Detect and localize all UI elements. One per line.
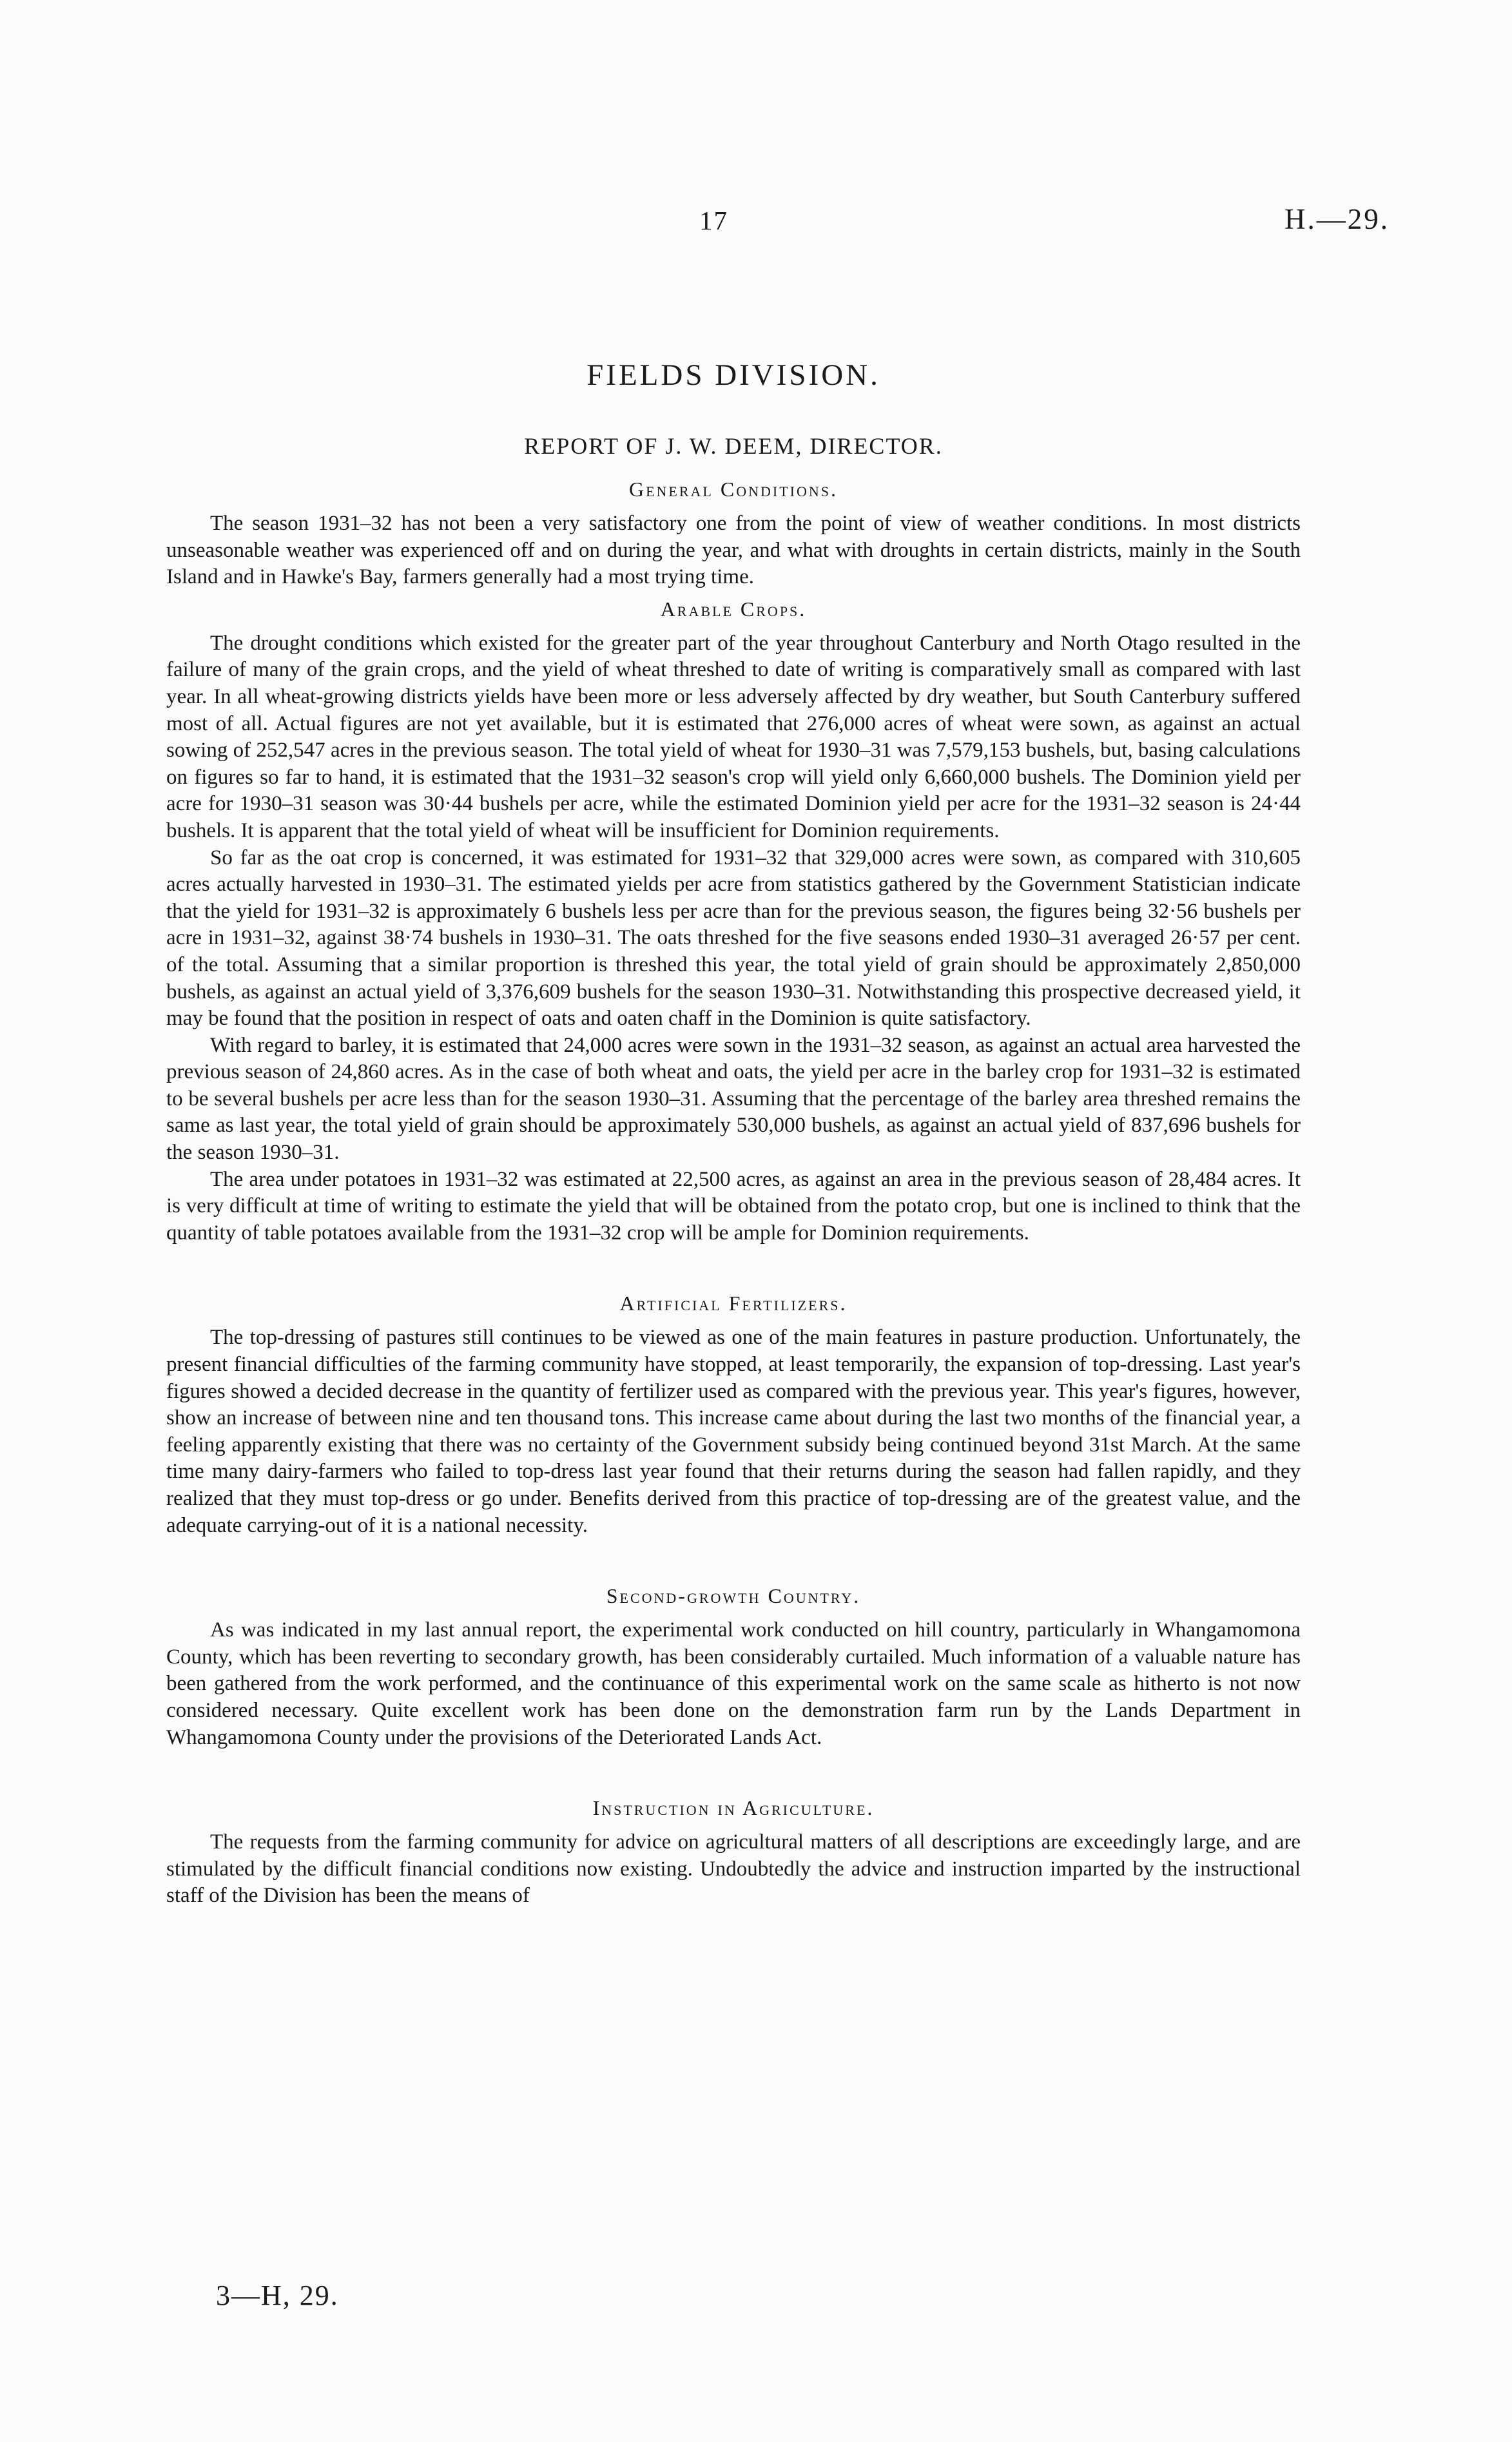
- section-artificial-fertilizers: [166, 1292, 1301, 1539]
- report-subtitle: REPORT OF J. W. DEEM, DIRECTOR.: [524, 433, 943, 459]
- section-general-conditions: [166, 478, 1301, 591]
- section-heading: Arable Crops.: [660, 597, 807, 621]
- section-instruction-in-agriculture: [166, 1796, 1301, 1910]
- section-heading: Instruction in Agriculture.: [592, 1796, 875, 1820]
- division-title: FIELDS DIVISION.: [586, 358, 880, 392]
- paragraph: The area under potatoes in 1931–32 was estimated at 22,500 acres, as against an area in the previous season of 28,484 acres. It is very difficult at time of writing to estimate the yield that will be obtained from the potato crop, but one is inclined to think that the quantity of table potatoes available from the 1931–32 crop will be ample for Dominion requirements.: [166, 1167, 1301, 1245]
- section-arable-crops: [166, 597, 1301, 1247]
- section-heading: Artificial Fertilizers.: [619, 1292, 848, 1315]
- document-reference: H.—29.: [1284, 203, 1390, 235]
- paragraph: The top-dressing of pastures still continues to be viewed as one of the main features in pasture production. Unfortunately, the present financial difficulties of the farming community have stopped, at least temporarily, the expansion of top-dressing. Last year's figures showed a decided decrease in the quantity of fertilizer used as compared with the previous year. This year's figures, however, show an increase of between nine and ten thousand tons. This increase came about during the last two months of the financial year, a feeling apparently existing that there was no certainty of the Government subsidy being continued beyond 31st March. At the same time many dairy-farmers who failed to top-dress last year found that their returns during the season had fallen rapidly, and they realized that they must top-dress or go under. Benefits derived from this practice of top-dressing are of the greatest value, and the adequate carrying-out of it is a national necessity.: [166, 1326, 1301, 1537]
- signature-reference: 3—H, 29.: [216, 2280, 339, 2311]
- paragraph: The drought conditions which existed for the greater part of the year throughout Canterbury and North Otago resulted in the failure of many of the grain crops, and the yield of wheat threshed to date of writing is comparatively small as compared with last year. In all wheat-growing districts yields have been more or less adversely affected by dry weather, but South Canterbury suffered most of all. Actual figures are not yet available, but it is estimated that 276,000 acres of wheat were sown, as against an actual sowing of 252,547 acres in the previous season. The total yield of wheat for 1930–31 was 7,579,153 bushels, but, basing calculations on figures so far to hand, it is estimated that the 1931–32 season's crop will yield only 6,660,000 bushels. The Dominion yield per acre for 1930–31 season was 30·44 bushels per acre, while the estimated Dominion yield per acre for the 1931–32 season is 24·44 bushels. It is apparent that the total yield of wheat will be insufficient for Dominion requirements.: [166, 631, 1301, 842]
- paragraph: As was indicated in my last annual report, the experimental work conducted on hill country, particularly in Whangamomona County, which has been reverting to secondary growth, has been considerably curtailed. Much information of a valuable nature has been gathered from the work performed, and the continuance of this experimental work on the same scale as hitherto is not now considered necessary. Quite excellent work has been done on the demonstration farm run by the Lands Department in Whangamomona County under the provisions of the Deteriorated Lands Act.: [166, 1618, 1301, 1749]
- page-number: 17: [699, 206, 728, 235]
- report-body: [166, 358, 1301, 1910]
- section-second-growth-country: [166, 1584, 1301, 1751]
- paragraph: With regard to barley, it is estimated that 24,000 acres were sown in the 1931–32 season, as against an actual area harvested the previous season of 24,860 acres. As in the case of both wheat and oats, the yield per acre in the barley crop for 1931–32 is estimated to be several bushels per acre less than for the season 1930–31. Assuming that the percentage of the barley area threshed remains the same as last year, the total yield of grain should be approximately 530,000 bushels, as against an actual yield of 837,696 bushels for the season 1930–31.: [166, 1033, 1301, 1165]
- paragraph: The season 1931–32 has not been a very satisfactory one from the point of view of weather conditions. In most districts unseasonable weather was experienced off and on during the year, and what with droughts in certain districts, mainly in the South Island and in Hawke's Bay, farmers generally had a most trying time.: [166, 512, 1301, 589]
- paragraph: The requests from the farming community for advice on agricultural matters of all descriptions are exceedingly large, and are stimulated by the difficult financial conditions now existing. Undoubtedly the advice and instruction imparted by the instructional staff of the Division has been the means of: [166, 1830, 1301, 1908]
- paragraph: So far as the oat crop is concerned, it was estimated for 1931–32 that 329,000 acres were sown, as compared with 310,605 acres actually harvested in 1930–31. The estimated yields per acre from statistics gathered by the Government Statistician indicate that the yield for 1931–32 is approximately 6 bushels less per acre than for the previous season, the figures being 32·56 bushels per acre in 1931–32, against 38·74 bushels in 1930–31. The oats threshed for the five seasons ended 1930–31 averaged 26·57 per cent. of the total. Assuming that a similar proportion is threshed this year, the total yield of grain should be approximately 2,850,000 bushels, as against an actual yield of 3,376,609 bushels for the season 1930–31. Notwithstanding this prospective decreased yield, it may be found that the position in respect of oats and oaten chaff in the Dominion is quite satisfactory.: [166, 846, 1301, 1031]
- section-heading: General Conditions.: [629, 478, 838, 501]
- section-heading: Second-growth Country.: [606, 1584, 861, 1608]
